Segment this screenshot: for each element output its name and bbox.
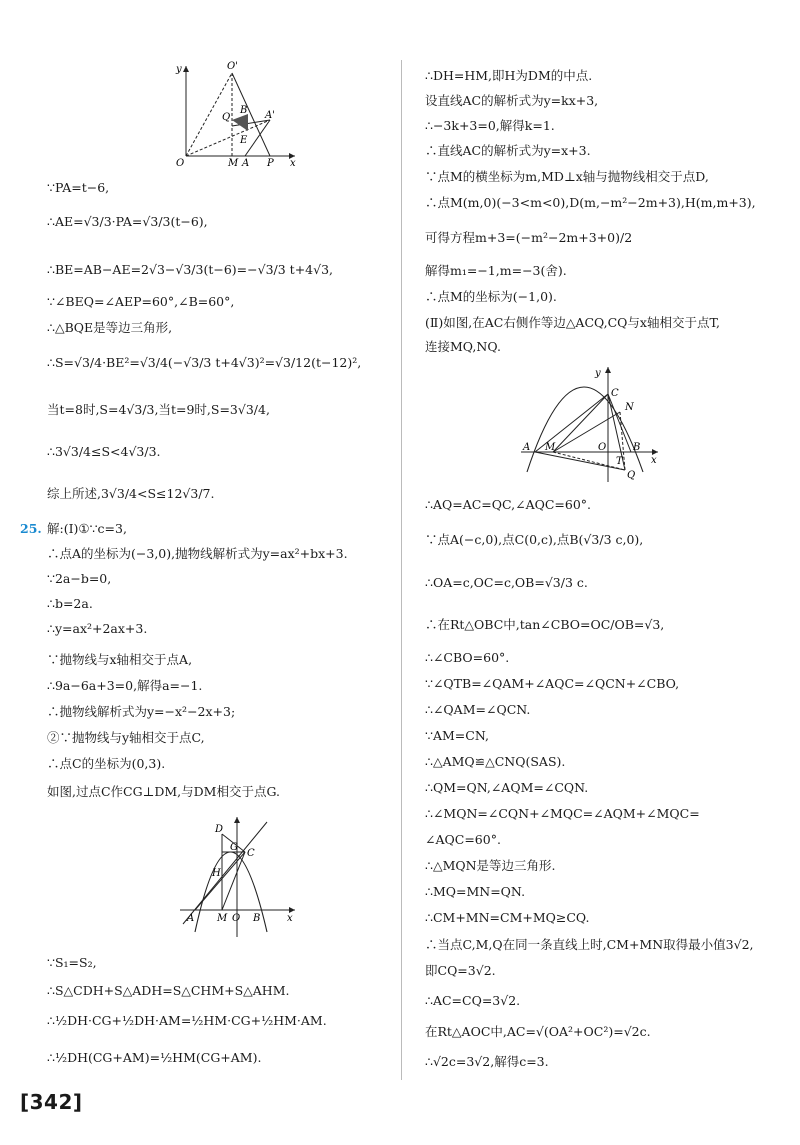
text-line: ∵AM=CN, <box>425 728 489 743</box>
text-line: ∴AQ=AC=QC,∠AQC=60°. <box>425 497 592 512</box>
text-line: ∴S=√3/4·BE²=√3/4(−√3/3 t+4√3)²=√3/12(t−12)², <box>47 355 362 370</box>
question-number: 25. <box>20 521 42 536</box>
fig2-label-m: M <box>217 913 228 924</box>
fig2-label-d: D <box>215 824 224 835</box>
text-line: ∴点A的坐标为(−3,0),抛物线解析式为y=ax²+bx+3. <box>47 546 348 561</box>
text-line: 设直线AC的解析式为y=kx+3, <box>425 93 599 108</box>
text-line: ∴√2c=3√2,解得c=3. <box>425 1054 549 1069</box>
text-line: 如图,过点C作CG⊥DM,与DM相交于点G. <box>47 784 280 799</box>
fig3-label-a: A <box>523 442 531 453</box>
text-line: ∴∠MQN=∠CQN+∠MQC=∠AQM+∠MQC= <box>425 806 700 821</box>
text-line: ②∵抛物线与y轴相交于点C, <box>47 730 205 745</box>
text-line: 综上所述,3√3/4<S≤12√3/7. <box>47 486 215 501</box>
fig3-label-m: M <box>545 442 556 453</box>
fig1-label-x: x <box>290 158 296 168</box>
fig1-label-a: A <box>242 158 250 168</box>
fig3-label-b: B <box>633 442 641 453</box>
fig2-label-h: H <box>212 868 221 879</box>
text-line: ∴BE=AB−AE=2√3−√3/3(t−6)=−√3/3 t+4√3, <box>47 262 334 277</box>
fig3-label-x: x <box>651 455 657 466</box>
text-line: ∴OA=c,OC=c,OB=√3/3 c. <box>425 575 588 590</box>
text-line: 即CQ=3√2. <box>425 963 496 978</box>
text-line: ∵PA=t−6, <box>47 180 110 195</box>
fig1-label-a-prime: A' <box>265 110 275 121</box>
text-line: ∴MQ=MN=QN. <box>425 884 526 899</box>
text-line: ∴S△CDH+S△ADH=S△CHM+S△AHM. <box>47 983 290 998</box>
text-line: ∴AC=CQ=3√2. <box>425 993 521 1008</box>
text-line: ∵点M的横坐标为m,MD⊥x轴与抛物线相交于点D, <box>425 169 709 184</box>
text-line: 解:(Ⅰ)①∵c=3, <box>47 521 127 536</box>
text-line: 解得m₁=−1,m=−3(舍). <box>425 263 567 278</box>
fig3-label-o: O <box>598 442 607 453</box>
fig3-label-n: N <box>625 402 634 413</box>
text-line: ∵点A(−c,0),点C(0,c),点B(√3/3 c,0), <box>425 532 644 547</box>
text-line: 可得方程m+3=(−m²−2m+3+0)/2 <box>425 230 633 245</box>
text-line: ∴∠QAM=∠QCN. <box>425 702 531 717</box>
text-line: ∴9a−6a+3=0,解得a=−1. <box>47 678 203 693</box>
text-line: ∴∠CBO=60°. <box>425 650 510 665</box>
text-line: ∴△MQN是等边三角形. <box>425 858 556 873</box>
fig1-label-o: O <box>176 158 185 168</box>
text-line: ∵抛物线与x轴相交于点A, <box>47 652 193 667</box>
figure-parabola-1 <box>175 812 300 942</box>
text-line: 在Rt△AOC中,AC=√(OA²+OC²)=√2c. <box>425 1024 651 1039</box>
fig1-label-q: Q <box>222 112 231 123</box>
text-line: ∴直线AC的解析式为y=x+3. <box>425 143 591 158</box>
fig3-label-y: y <box>595 368 601 379</box>
text-line: 当t=8时,S=4√3/3,当t=9时,S=3√3/4, <box>47 402 270 417</box>
fig2-label-a: A <box>187 913 195 924</box>
text-line: ∠AQC=60°. <box>425 832 501 847</box>
text-line: ∴△AMQ≌△CNQ(SAS). <box>425 754 566 769</box>
column-divider <box>401 60 402 1080</box>
text-line: ∴点C的坐标为(0,3). <box>47 756 166 771</box>
text-line: ∴−3k+3=0,解得k=1. <box>425 118 555 133</box>
fig3-label-t: T <box>616 456 623 467</box>
fig1-label-e: E <box>240 135 248 146</box>
text-line: ∴y=ax²+2ax+3. <box>47 621 148 636</box>
text-line: ∴DH=HM,即H为DM的中点. <box>425 68 593 83</box>
text-line: ∴CM+MN=CM+MQ≥CQ. <box>425 910 590 925</box>
text-line: ∴△BQE是等边三角形, <box>47 320 173 335</box>
fig2-label-o: O <box>232 913 241 924</box>
page-number: [342] <box>20 1090 83 1114</box>
figure-triangle-rotation <box>170 58 305 168</box>
text-line: ∴QM=QN,∠AQM=∠CQN. <box>425 780 589 795</box>
text-line: 连接MQ,NQ. <box>425 339 501 354</box>
text-line: ∴在Rt△OBC中,tan∠CBO=OC/OB=√3, <box>425 617 665 632</box>
text-line: ∴3√3/4≤S<4√3/3. <box>47 444 161 459</box>
fig1-label-y: y <box>176 64 182 75</box>
text-line: ∵∠BEQ=∠AEP=60°,∠B=60°, <box>47 294 235 309</box>
fig2-label-c: C <box>247 848 255 859</box>
text-line: ∵2a−b=0, <box>47 571 112 586</box>
text-line: ∴AE=√3/3·PA=√3/3(t−6), <box>47 214 208 229</box>
text-line: ∴抛物线解析式为y=−x²−2x+3; <box>47 704 236 719</box>
fig1-label-b: B <box>240 105 248 116</box>
text-line: ∴点M的坐标为(−1,0). <box>425 289 557 304</box>
fig1-label-m: M <box>228 158 239 168</box>
text-line: (Ⅱ)如图,在AC右侧作等边△ACQ,CQ与x轴相交于点T, <box>425 315 720 330</box>
fig2-label-b: B <box>253 913 261 924</box>
figure-parabola-2 <box>513 362 663 487</box>
fig2-label-x: x <box>287 913 293 924</box>
fig3-label-q: Q <box>627 470 636 481</box>
text-line: ∴½DH·CG+½DH·AM=½HM·CG+½HM·AM. <box>47 1013 327 1028</box>
text-line: ∴b=2a. <box>47 596 93 611</box>
text-line: ∴点M(m,0)(−3<m<0),D(m,−m²−2m+3),H(m,m+3), <box>425 195 756 210</box>
text-line: ∵∠QTB=∠QAM+∠AQC=∠QCN+∠CBO, <box>425 676 680 691</box>
fig1-label-p: P <box>267 158 274 168</box>
fig1-label-o-prime: O' <box>227 61 238 72</box>
text-line: ∵S₁=S₂, <box>47 955 97 970</box>
fig2-label-g: G <box>230 842 238 853</box>
text-line: ∴½DH(CG+AM)=½HM(CG+AM). <box>47 1050 262 1065</box>
fig3-label-c: C <box>611 388 619 399</box>
text-line: ∴当点C,M,Q在同一条直线上时,CM+MN取得最小值3√2, <box>425 937 754 952</box>
